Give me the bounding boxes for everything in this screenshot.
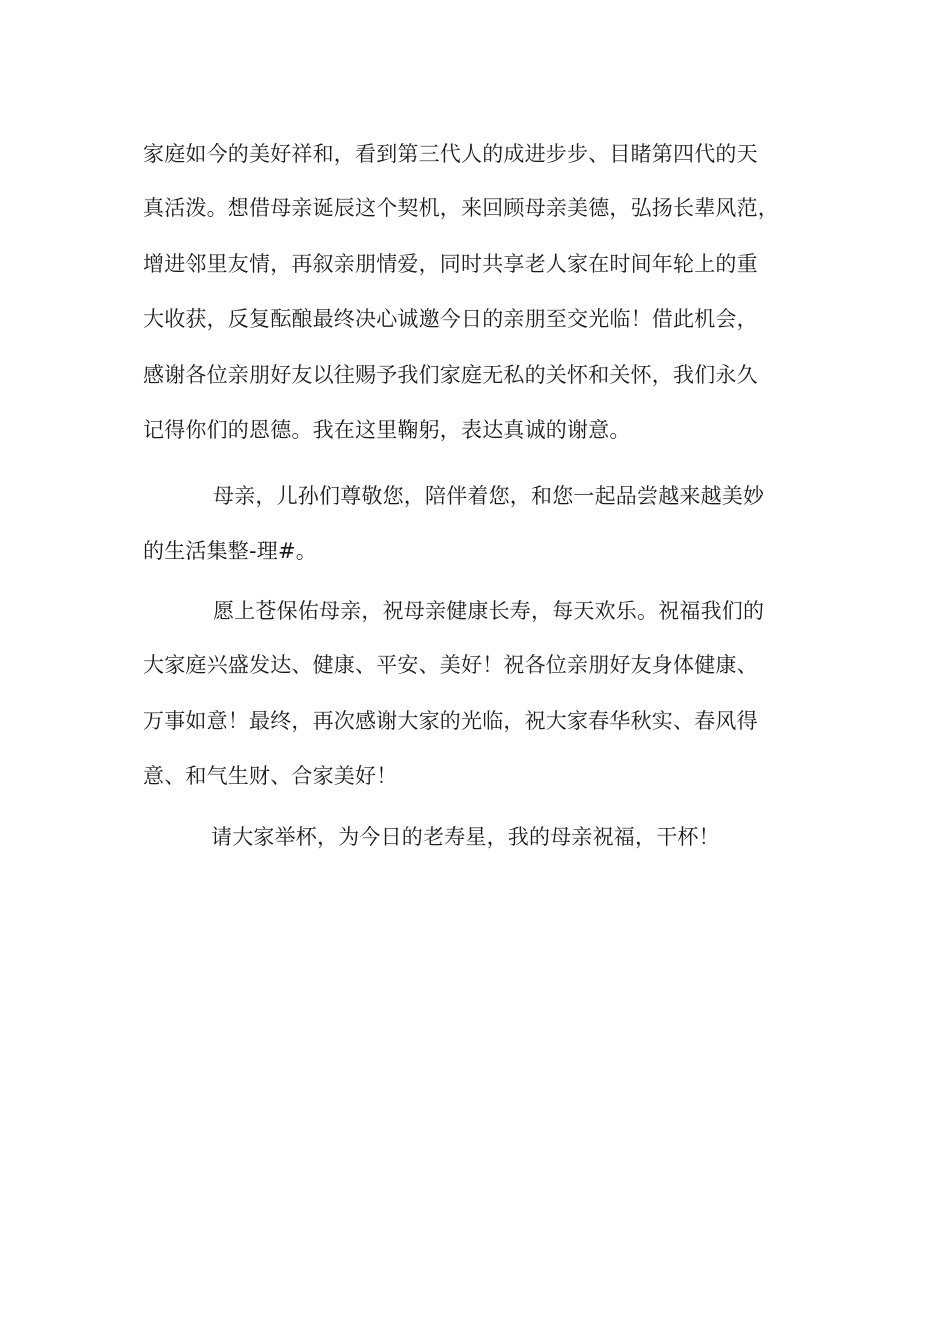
paragraph-1-line-2: 真活泼。想借母亲诞辰这个契机，来回顾母亲美德，弘扬长辈风范， (143, 196, 779, 220)
paragraph-1-line-6: 记得你们的恩德。我在这里鞠躬，表达真诚的谢意。 (143, 418, 631, 442)
paragraph-3-line-2: 大家庭兴盛发达、健康、平安、美好！祝各位亲朋好友身体健康、 (143, 653, 758, 677)
paragraph-1-line-4: 大收获，反复酝酿最终决心诚邀今日的亲朋至交光临！借此机会， (143, 307, 758, 331)
paragraph-3-line-4: 意、和气生财、合家美好！ (143, 764, 398, 788)
paragraph-1-line-1: 家庭如今的美好祥和，看到第三代人的成进步步、目睹第四代的天 (143, 142, 758, 166)
paragraph-2-line-1: 母亲，儿孙们尊敬您，陪伴着您，和您一起品尝越来越美妙 (213, 484, 765, 508)
paragraph-1-line-3: 增进邻里友情，再叙亲朋情爱，同时共享老人家在时间年轮上的重 (143, 252, 758, 276)
paragraph-3-line-3: 万事如意！最终，再次感谢大家的光临，祝大家春华秋实、春风得 (143, 709, 758, 733)
paragraph-1-line-5: 感谢各位亲朋好友以往赐予我们家庭无私的关怀和关怀，我们永久 (143, 363, 758, 387)
paragraph-2-line-2: 的生活集整-理#。 (143, 539, 317, 563)
paragraph-4-line-1: 请大家举杯，为今日的老寿星，我的母亲祝福，干杯！ (211, 825, 720, 849)
paragraph-3-line-1: 愿上苍保佑母亲，祝母亲健康长寿，每天欢乐。祝福我们的 (213, 599, 765, 623)
